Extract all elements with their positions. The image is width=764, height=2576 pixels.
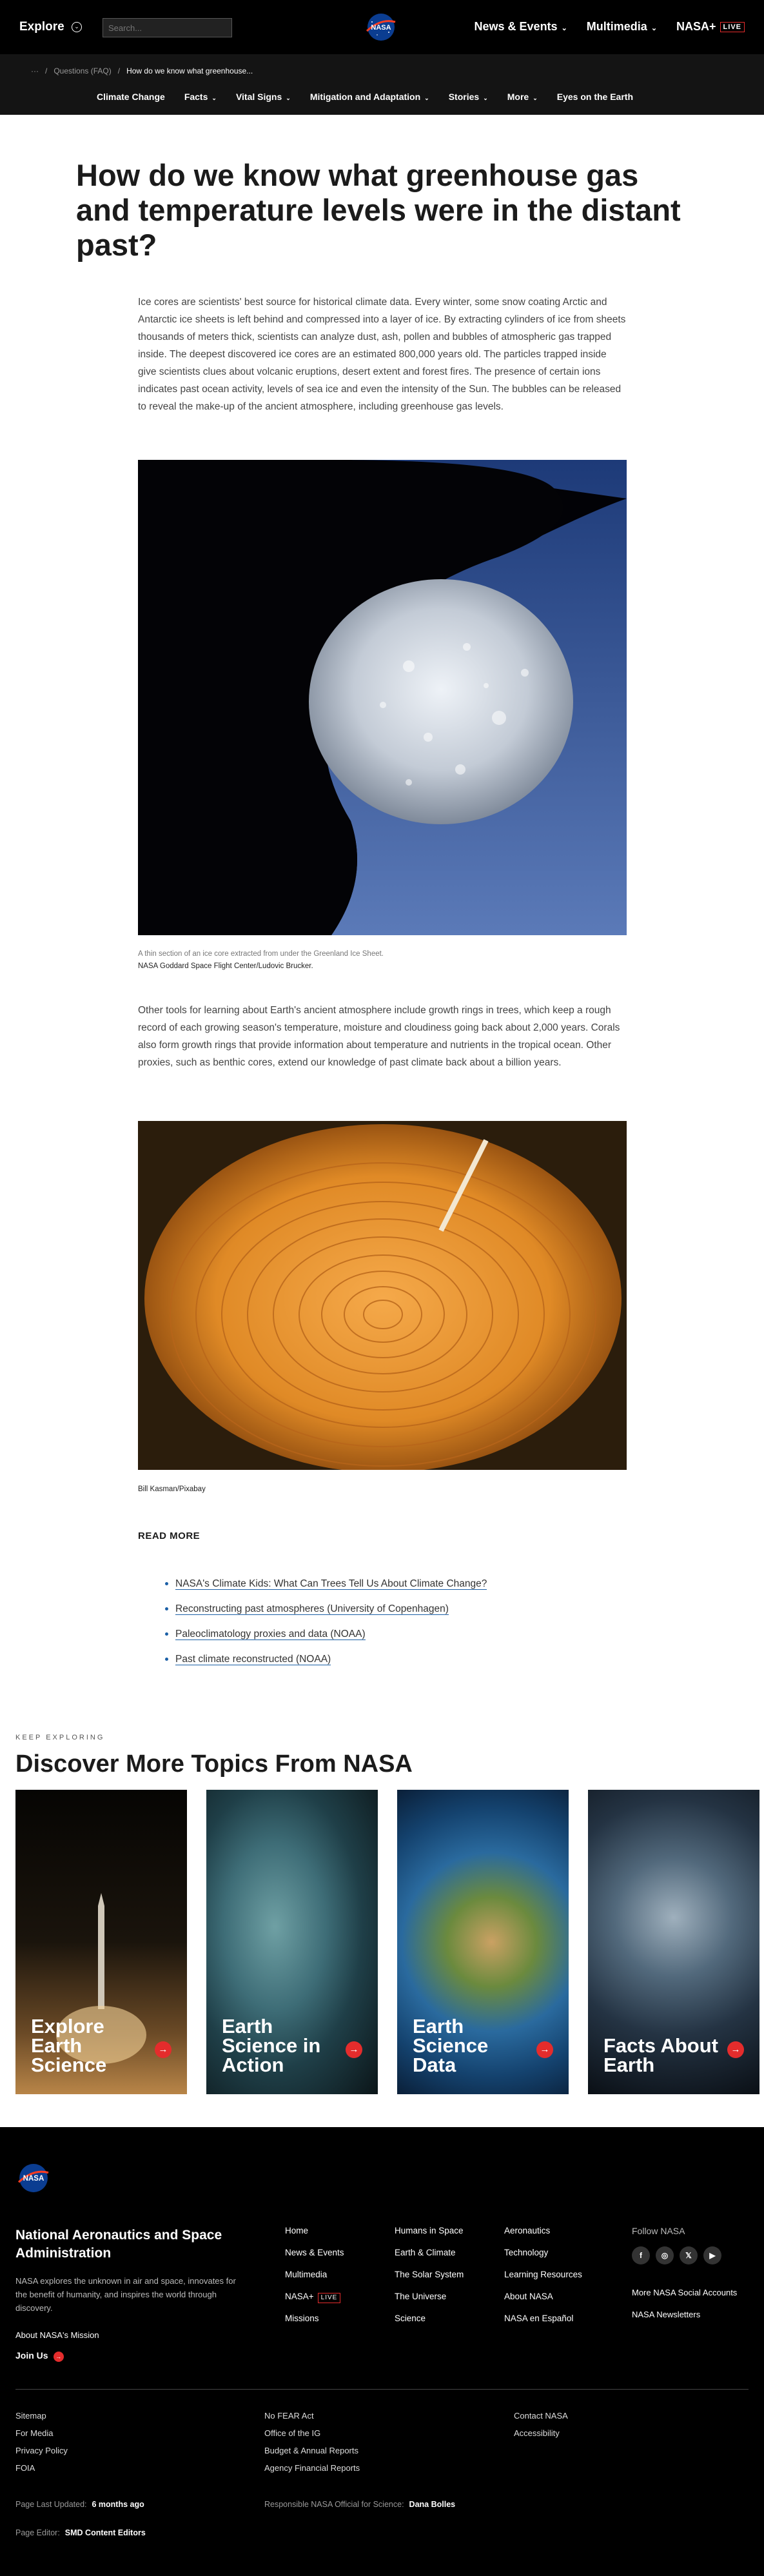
caption-text: A thin section of an ice core extracted from under the Greenland Ice Sheet.: [138, 950, 384, 958]
subnav-item[interactable]: [236, 92, 291, 102]
live-badge: LIVE: [720, 22, 745, 32]
chevron-down-icon: ⌄: [211, 95, 217, 101]
chevron-down-icon: ⌄: [286, 95, 291, 101]
legal-link[interactable]: Accessibility: [514, 2428, 560, 2438]
live-badge: LIVE: [318, 2293, 341, 2303]
subnav-item[interactable]: [97, 92, 165, 102]
more-social-link[interactable]: More NASA Social Accounts: [632, 2288, 738, 2297]
join-us-link[interactable]: [15, 2350, 64, 2362]
instagram-icon[interactable]: ◎: [656, 2246, 674, 2264]
subnav-label: Vital Signs: [235, 92, 282, 102]
section-bar: [0, 54, 764, 115]
arrow-right-icon: →: [346, 2041, 362, 2058]
topic-card-earth-science-data[interactable]: [397, 1790, 569, 2094]
breadcrumb-parent[interactable]: Questions (FAQ): [54, 66, 112, 75]
read-more-link[interactable]: Paleoclimatology proxies and data (NOAA): [175, 1629, 366, 1640]
subnav-item[interactable]: [310, 92, 429, 102]
meta-label: Page Editor:: [15, 2528, 60, 2537]
section-title: Discover More Topics From NASA: [15, 1750, 413, 1778]
footer-link[interactable]: Missions: [285, 2313, 319, 2323]
nav-nasa-plus[interactable]: [676, 20, 745, 34]
newsletters-link[interactable]: NASA Newsletters: [632, 2310, 701, 2319]
card-label: Earth Science in Action: [222, 2015, 321, 2076]
youtube-icon[interactable]: ▶: [703, 2246, 721, 2264]
chevron-down-icon: ⌄: [483, 95, 488, 101]
social-icons: [632, 2246, 721, 2264]
social-links: [632, 2282, 737, 2326]
climate-subnav: [97, 92, 633, 102]
join-label: Join Us: [15, 2350, 48, 2361]
legal-links: [15, 2407, 68, 2477]
list-item[interactable]: [175, 1571, 487, 1596]
read-more-link[interactable]: Past climate reconstructed (NOAA): [175, 1654, 331, 1665]
breadcrumb-current: How do we know what greenhouse...: [126, 66, 253, 75]
legal-links: [514, 2407, 568, 2442]
footer-link[interactable]: About NASA: [504, 2292, 553, 2301]
responsible-official: [264, 2500, 455, 2509]
breadcrumb-separator: /: [117, 66, 121, 75]
footer-link[interactable]: Home: [285, 2226, 309, 2235]
chevron-down-icon: ⌄: [651, 25, 658, 32]
nav-label: NASA+: [676, 20, 716, 33]
section-kicker: KEEP EXPLORING: [15, 1734, 105, 1741]
legal-link[interactable]: FOIA: [15, 2463, 35, 2473]
subnav-label: Mitigation and Adaptation: [309, 92, 421, 102]
svg-text:NASA: NASA: [23, 2175, 44, 2183]
tree-rings-image: [138, 1121, 627, 1470]
subnav-label: Stories: [448, 92, 480, 102]
topic-card-facts-about-earth[interactable]: [588, 1790, 759, 2094]
legal-link[interactable]: Agency Financial Reports: [264, 2463, 360, 2473]
subnav-label: More: [507, 92, 529, 102]
main-nav: [475, 20, 745, 34]
footer-link[interactable]: The Universe: [395, 2292, 447, 2301]
subnav-item[interactable]: [507, 92, 538, 102]
footer-column: [395, 2220, 464, 2330]
card-label: Explore Earth Science: [31, 2015, 107, 2076]
topic-card-explore-earth-science[interactable]: [15, 1790, 187, 2094]
legal-link[interactable]: Office of the IG: [264, 2428, 321, 2438]
nav-label: News & Events: [474, 20, 558, 33]
global-header: [0, 0, 764, 54]
breadcrumb-separator: /: [45, 66, 48, 75]
arrow-right-icon: →: [727, 2041, 744, 2058]
card-label: Earth Science Data: [413, 2015, 489, 2076]
list-item[interactable]: [175, 1647, 487, 1672]
legal-link[interactable]: Sitemap: [15, 2411, 46, 2421]
image-credit: NASA Goddard Space Flight Center/Ludovic Brucker.: [138, 962, 313, 970]
nasa-logo[interactable]: [15, 2163, 52, 2193]
footer-link[interactable]: Technology: [504, 2248, 549, 2257]
article-paragraph: Ice cores are scientists' best source for historical climate data. Every winter, some snow coating Arctic and Antarctic ice sheets is left behind and compressed into a layer of ice. By extracting cylinders of ice from sheets thousands of meters thick, scientists can analyze dust, ash, pollen and bubbles of atmospheric gas trapped inside. The deepest discovered ice cores are an estimated 800,000 years old. The particles trapped inside give scientists clues about volcanic eruptions, desert extent and forest fires. The presence of certain ions indicates past ocean activity, levels of sea ice and even the intensity of the Sun. The bubbles can be released to reveal the make-up of the ancient atmosphere, including greenhouse gas levels.: [138, 297, 626, 412]
meta-label: Responsible NASA Official for Science:: [264, 2500, 404, 2509]
breadcrumb: [31, 66, 253, 75]
chevron-down-icon: ⌄: [561, 25, 567, 32]
footer-column: [285, 2220, 344, 2330]
list-item[interactable]: [175, 1596, 487, 1621]
read-more-link[interactable]: NASA's Climate Kids: What Can Trees Tell Us About Climate Change?: [175, 1578, 487, 1589]
meta-value: Dana Bolles: [409, 2500, 456, 2509]
footer-link[interactable]: The Solar System: [395, 2270, 464, 2279]
footer-link[interactable]: Learning Resources: [504, 2270, 582, 2279]
legal-link[interactable]: No FEAR Act: [264, 2411, 314, 2421]
facebook-icon[interactable]: f: [632, 2246, 650, 2264]
page-title: How do we know what greenhouse gas and temperature levels were in the distant past?: [76, 158, 681, 262]
read-more-heading: READ MORE: [138, 1531, 201, 1541]
legal-link[interactable]: Budget & Annual Reports: [264, 2446, 358, 2455]
mission-link[interactable]: About NASA's Mission: [15, 2330, 99, 2340]
chevron-down-icon: ⌄: [533, 95, 538, 101]
card-label: Facts About Earth: [603, 2034, 718, 2076]
footer-link[interactable]: News & Events: [285, 2248, 344, 2257]
footer-link[interactable]: Aeronautics: [504, 2226, 551, 2235]
legal-link[interactable]: Contact NASA: [514, 2411, 568, 2421]
page-editor: [15, 2528, 146, 2537]
subnav-label: Eyes on the Earth: [556, 92, 633, 102]
meta-label: Page Last Updated:: [15, 2500, 87, 2509]
nav-multimedia[interactable]: [587, 20, 657, 34]
footer-link[interactable]: Multimedia: [285, 2270, 328, 2279]
footer-link[interactable]: [285, 2286, 344, 2308]
subnav-item[interactable]: [449, 92, 488, 102]
ice-core-image: [138, 460, 627, 935]
subnav-item[interactable]: [184, 92, 217, 102]
chevron-down-icon[interactable]: ⌄: [72, 22, 82, 32]
agency-name: National Aeronautics and Space Administration: [15, 2228, 222, 2261]
search-input[interactable]: [103, 18, 232, 37]
article-paragraph: Other tools for learning about Earth's ancient atmosphere include growth rings in trees, which keep a rough record of each growing season's temperature, moisture and cloudiness going back about 2,000 years. Corals also form growth rings that provide information about temperature and nutrients in the tropical ocean. Other proxies, such as benthic cores, extend our knowledge of past climate back about a billion years.: [138, 1005, 620, 1068]
svg-text:NASA: NASA: [371, 24, 391, 32]
chevron-down-icon: ⌄: [424, 95, 429, 101]
footer-link[interactable]: Earth & Climate: [395, 2248, 456, 2257]
page-updated: [15, 2500, 144, 2509]
x-icon[interactable]: 𝕏: [680, 2246, 698, 2264]
nav-news-events[interactable]: [475, 20, 567, 34]
subnav-label: Facts: [184, 92, 208, 102]
arrow-right-icon: →: [155, 2041, 171, 2058]
legal-links: [264, 2407, 360, 2477]
legal-link[interactable]: Privacy Policy: [15, 2446, 68, 2455]
footer-link[interactable]: Humans in Space: [395, 2226, 464, 2235]
footer-link-label: NASA+: [285, 2292, 314, 2301]
topic-card-earth-science-in-action[interactable]: [206, 1790, 378, 2094]
arrow-right-icon: →: [536, 2041, 553, 2058]
subnav-label: Climate Change: [97, 92, 165, 102]
footer-divider: [15, 2389, 749, 2390]
follow-heading: Follow NASA: [632, 2226, 685, 2236]
read-more-link[interactable]: Reconstructing past atmospheres (University of Copenhagen): [175, 1603, 449, 1614]
footer-link[interactable]: NASA en Español: [504, 2313, 574, 2323]
site-footer: [0, 2127, 764, 2576]
nav-label: Multimedia: [586, 20, 647, 33]
image-credit: Bill Kasman/Pixabay: [138, 1485, 206, 1493]
meta-value: SMD Content Editors: [64, 2528, 146, 2537]
footer-link[interactable]: Science: [395, 2313, 426, 2323]
nasa-logo[interactable]: [364, 13, 398, 41]
agency-tagline: NASA explores the unknown in air and space, innovates for the benefit of humanity, and inspires the world through discovery.: [15, 2276, 236, 2313]
image-caption: [138, 948, 384, 973]
explore-menu-button[interactable]: Explore: [19, 20, 64, 34]
meta-value: 6 months ago: [92, 2500, 144, 2509]
legal-link[interactable]: For Media: [15, 2428, 54, 2438]
footer-column: [504, 2220, 582, 2330]
subnav-item[interactable]: [557, 92, 633, 102]
list-item[interactable]: [175, 1621, 487, 1647]
arrow-right-icon: →: [54, 2352, 64, 2362]
breadcrumb-ellipsis[interactable]: ···: [31, 66, 39, 75]
read-more-list: [175, 1571, 487, 1672]
